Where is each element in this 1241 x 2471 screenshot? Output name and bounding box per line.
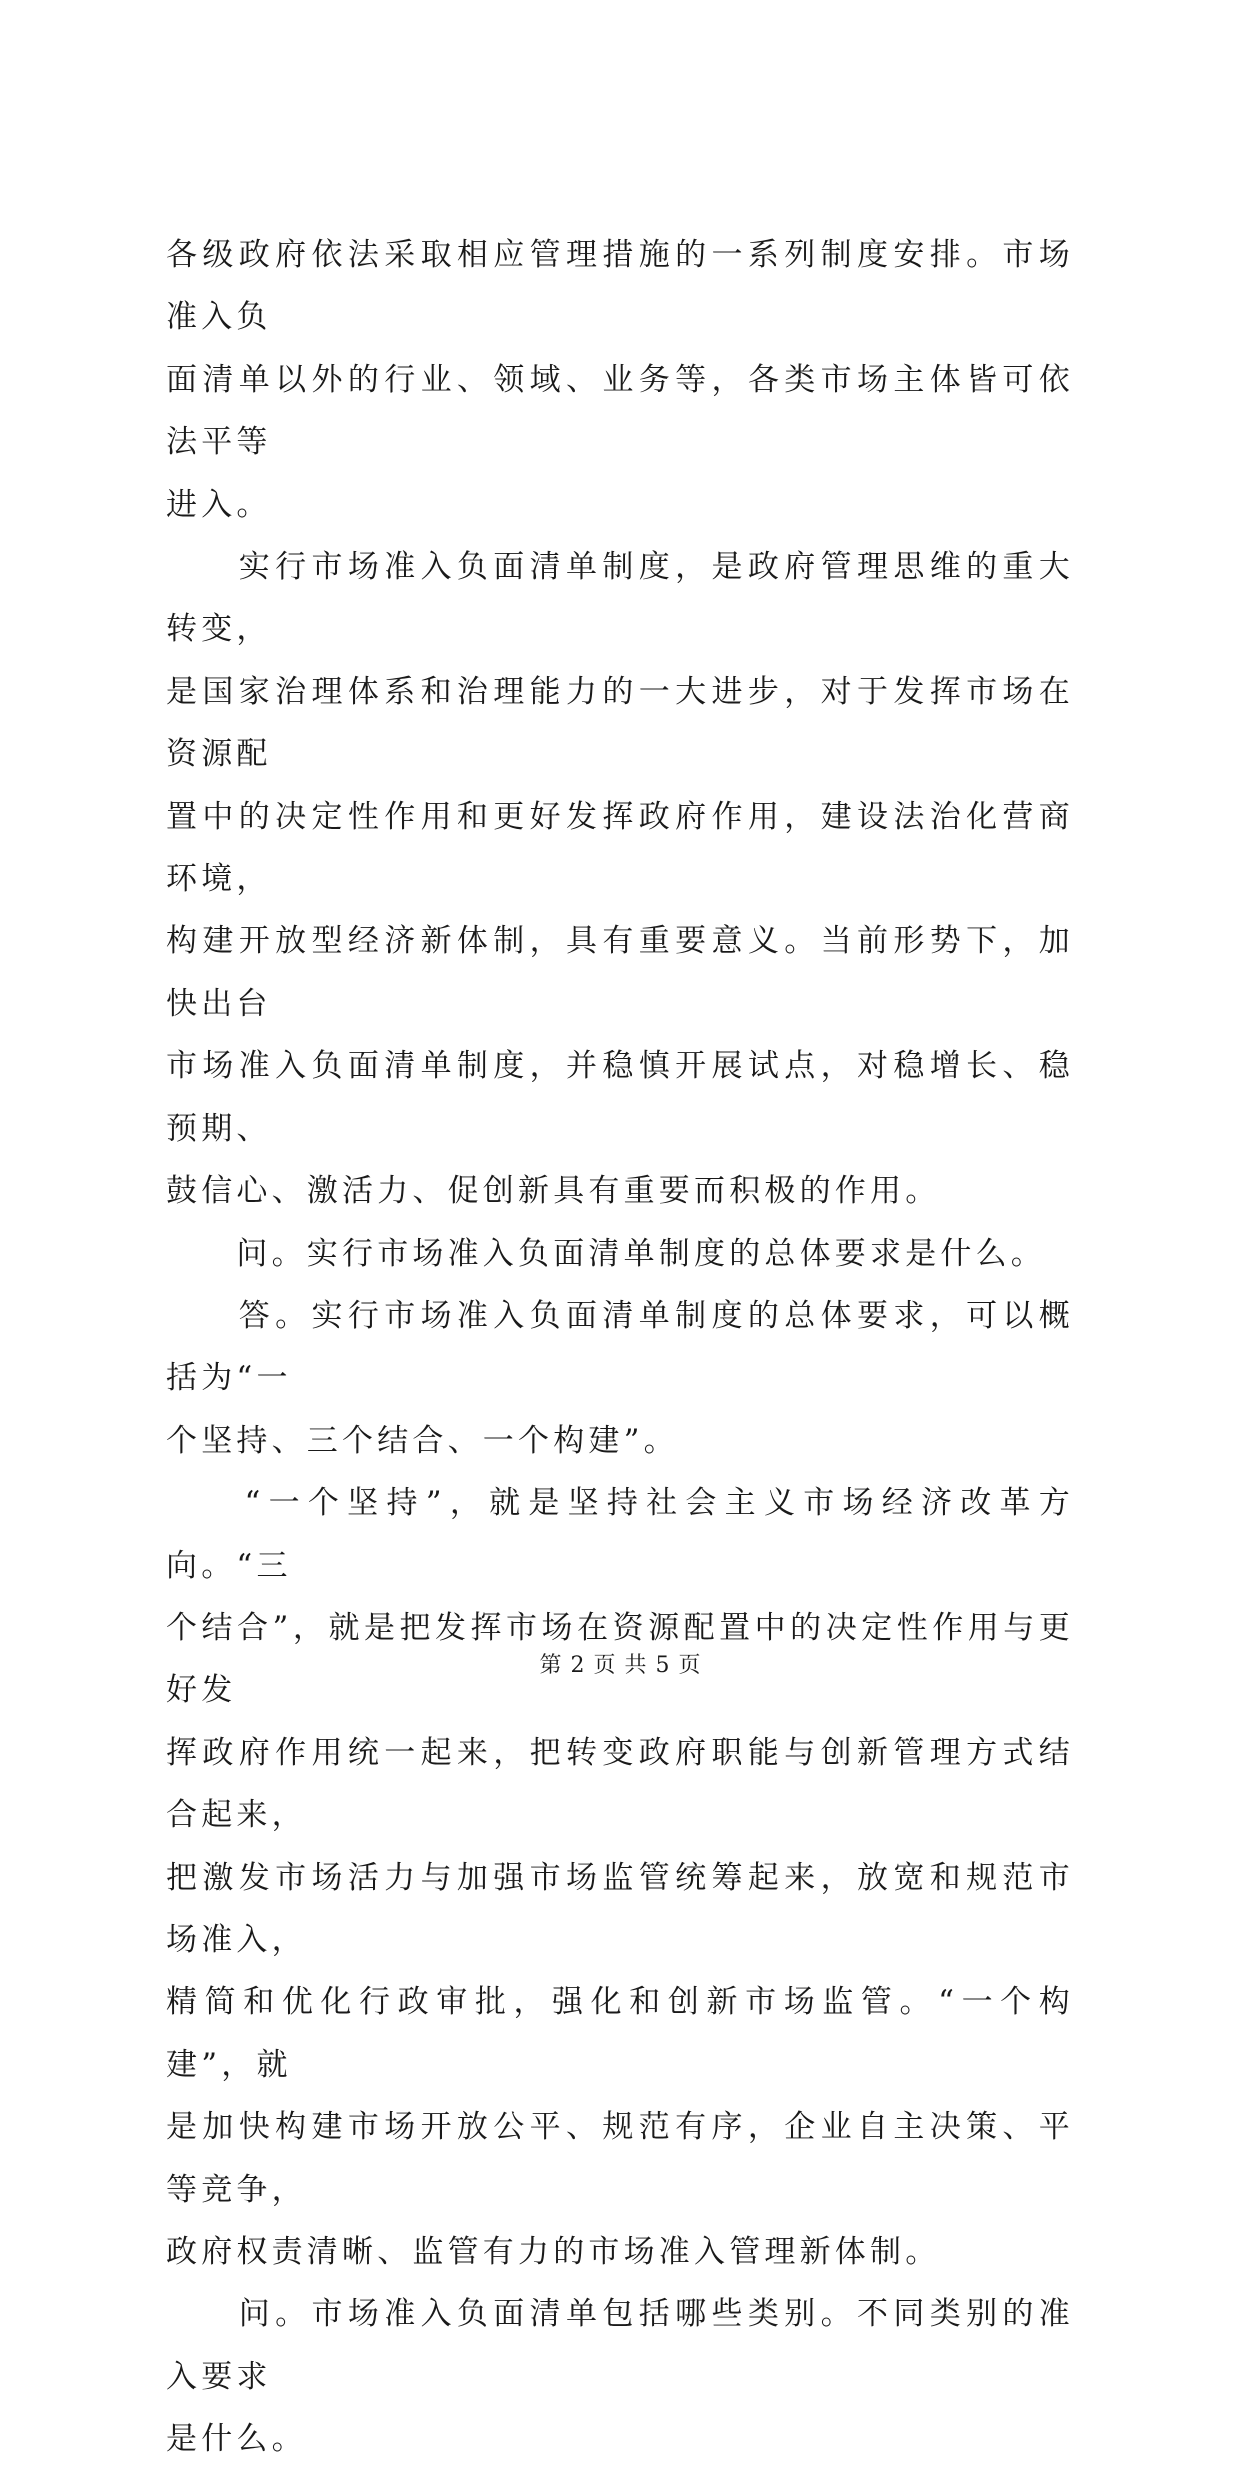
paragraph: 答。实行市场准入负面清单制度的总体要求，可以概括为“一 个坚持、三个结合、一个构建”。 xyxy=(166,1297,1074,1459)
page-footer xyxy=(0,1648,1241,1679)
paragraph: “一个坚持”，就是坚持社会主义市场经济改革方向。“三 个结合”，就是把发挥市场在资源配置中的决定性作用与更好发 挥政府作用统一起来，把转变政府职能与创新管理方式结合起来， 把激发市场活力与加强市场监管统筹起来，放宽和规范市场准入， 精简和优化行政审批，强化和创新市场监管。“一个构建”，就 是加快构建市场开放公平、规范有序，企业自主决策、平等竞争， 政府权责清晰、监管有力的市场准入管理新体制。 xyxy=(166,1485,1074,2270)
paragraph: 各级政府依法采取相应管理措施的一系列制度安排。市场准入负 面清单以外的行业、领域、业务等，各类市场主体皆可依法平等 进入。 xyxy=(166,237,1074,523)
paragraph: 问。市场准入负面清单包括哪些类别。不同类别的准入要求 是什么。 xyxy=(166,2296,1074,2458)
paragraph: 实行市场准入负面清单制度，是政府管理思维的重大转变， 是国家治理体系和治理能力的一大进步，对于发挥市场在资源配 置中的决定性作用和更好发挥政府作用，建设法治化营商环境， 构建开放型经济新体制，具有重要意义。当前形势下，加快出台 市场准入负面清单制度，并稳慎开展试点，对稳增长、稳预期、 鼓信心、激活力、促创新具有重要而积极的作用。 xyxy=(166,549,1074,1210)
document-body xyxy=(166,224,1074,2471)
paragraph: 问。实行市场准入负面清单制度的总体要求是什么。 xyxy=(166,1235,1046,1272)
page-number-label: 第 2 页 共 5 页 xyxy=(539,1653,702,1678)
